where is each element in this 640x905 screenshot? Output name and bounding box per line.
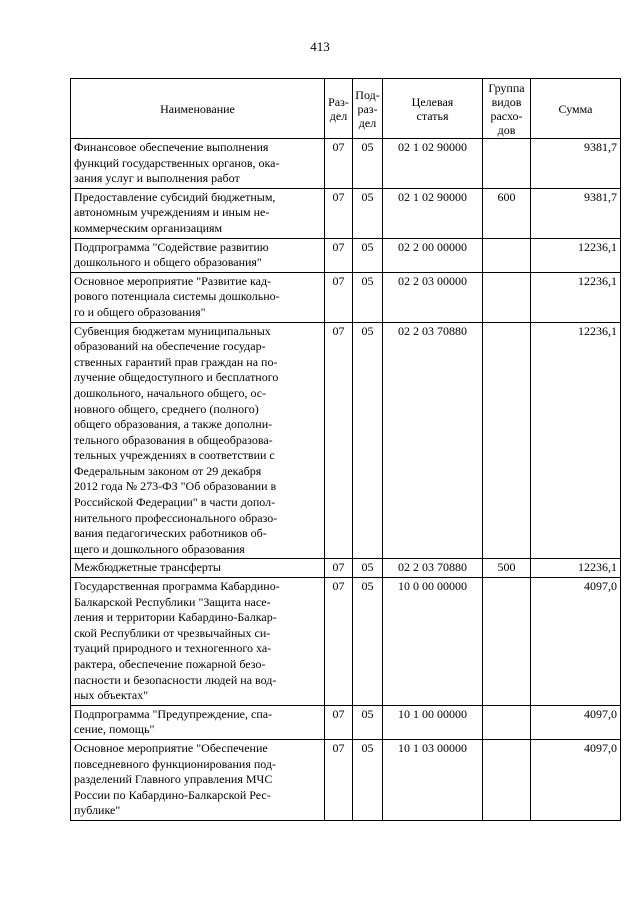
- cell-name: [71, 188, 325, 238]
- cell-name-line: повседневного функционирования под-: [74, 756, 277, 771]
- cell-name-line: вания педагогических работников об-: [74, 526, 267, 541]
- cell-razdel: 07: [325, 139, 353, 189]
- cell-razdel: 07: [325, 578, 353, 706]
- cell-expense-group: [483, 578, 531, 706]
- cell-name-line: публике": [74, 803, 121, 818]
- cell-razdel: 07: [325, 705, 353, 739]
- cell-expense-group: [483, 705, 531, 739]
- cell-name-line: дошкольного и общего образования": [74, 255, 262, 270]
- table-row: [71, 272, 621, 322]
- cell-target-article: 02 1 02 90000: [383, 188, 483, 238]
- cell-target-article: 02 1 02 90000: [383, 139, 483, 189]
- cell-name-line: новного общего, среднего (полного): [74, 401, 259, 416]
- cell-sum: 9381,7: [531, 188, 621, 238]
- table-header: [71, 79, 621, 139]
- cell-expense-group: [483, 272, 531, 322]
- cell-razdel: 07: [325, 272, 353, 322]
- cell-name-line: дошкольного, начального общего, ос-: [74, 385, 267, 400]
- cell-podrazdel: 05: [353, 322, 383, 559]
- cell-name: [71, 322, 325, 559]
- cell-name-line: Подпрограмма "Предупреждение, спа-: [74, 706, 273, 721]
- header-sum: Сумма: [531, 79, 621, 139]
- cell-expense-group: [483, 238, 531, 272]
- cell-name-line: России по Кабардино-Балкарской Рес-: [74, 787, 271, 802]
- cell-name: [71, 578, 325, 706]
- cell-razdel: 07: [325, 559, 353, 578]
- cell-name-line: Основное мероприятие "Развитие кад-: [74, 273, 272, 288]
- cell-name-line: Субвенция бюджетам муниципальных: [74, 323, 271, 338]
- cell-name: [71, 705, 325, 739]
- cell-podrazdel: 05: [353, 272, 383, 322]
- header-expense-group: Группа видов расхо- дов: [483, 79, 531, 139]
- cell-name-line: Государственная программа Кабардино-: [74, 579, 280, 594]
- cell-name-line: пасности и безопасности людей на вод-: [74, 672, 277, 687]
- cell-name-line: рактера, обеспечение пожарной безо-: [74, 657, 266, 671]
- table-row: [71, 188, 621, 238]
- cell-name: [71, 272, 325, 322]
- cell-name-line: функций государственных органов, ока-: [74, 155, 280, 170]
- cell-name-line: коммерческим организациям: [74, 220, 223, 235]
- cell-name-line: щего и дошкольного образования: [74, 541, 245, 556]
- cell-name-line: Предоставление субсидий бюджетным,: [74, 189, 276, 204]
- table-row: [71, 578, 621, 706]
- cell-name-line: Российской Федерации" в части допол-: [74, 495, 276, 510]
- cell-name-line: нительного профессионального образо-: [74, 510, 278, 525]
- cell-name-line: Финансовое обеспечение выполнения: [74, 140, 269, 154]
- cell-sum: 12236,1: [531, 272, 621, 322]
- cell-expense-group: 500: [483, 559, 531, 578]
- cell-name-line: Основное мероприятие "Обеспечение: [74, 740, 268, 755]
- cell-expense-group: [483, 139, 531, 189]
- table-row: [71, 559, 621, 578]
- cell-name-line: ской Республики от чрезвычайных си-: [74, 625, 271, 640]
- cell-name-line: автономным учреждениям и иным не-: [74, 205, 270, 220]
- cell-razdel: 07: [325, 188, 353, 238]
- cell-podrazdel: 05: [353, 578, 383, 706]
- header-podrazdel: Под- раз- дел: [353, 79, 383, 139]
- header-row: [71, 79, 621, 139]
- cell-podrazdel: 05: [353, 739, 383, 820]
- cell-name-line: разделений Главного управления МЧС: [74, 772, 273, 787]
- header-target-article: Целевая статья: [383, 79, 483, 139]
- cell-target-article: 02 2 03 70880: [383, 559, 483, 578]
- header-razdel: Раз- дел: [325, 79, 353, 139]
- cell-podrazdel: 05: [353, 188, 383, 238]
- cell-name: [71, 739, 325, 820]
- cell-target-article: 02 2 03 70880: [383, 322, 483, 559]
- cell-name-line: Балкарской Республики "Защита насе-: [74, 594, 271, 609]
- cell-name-line: рового потенциала системы дошкольно-: [74, 289, 280, 304]
- cell-sum: 4097,0: [531, 705, 621, 739]
- cell-target-article: 10 1 00 00000: [383, 705, 483, 739]
- cell-name-line: образований на обеспечение государ-: [74, 339, 266, 354]
- cell-sum: 12236,1: [531, 559, 621, 578]
- table-body: [71, 139, 621, 821]
- cell-expense-group: [483, 322, 531, 559]
- cell-expense-group: 600: [483, 188, 531, 238]
- cell-sum: 4097,0: [531, 578, 621, 706]
- cell-name-line: лучение общедоступного и бесплатного: [74, 370, 279, 385]
- cell-podrazdel: 05: [353, 238, 383, 272]
- cell-name: [71, 238, 325, 272]
- cell-sum: 12236,1: [531, 238, 621, 272]
- cell-podrazdel: 05: [353, 139, 383, 189]
- cell-name-line: ления и территории Кабардино-Балкар-: [74, 610, 277, 625]
- cell-name: [71, 559, 325, 578]
- cell-target-article: 02 2 00 00000: [383, 238, 483, 272]
- cell-name-line: Федеральным законом от 29 декабря: [74, 463, 262, 478]
- header-name: Наименование: [71, 79, 325, 139]
- cell-razdel: 07: [325, 739, 353, 820]
- page-number: 413: [310, 39, 330, 54]
- table-row: [71, 739, 621, 820]
- cell-target-article: 10 1 03 00000: [383, 739, 483, 820]
- cell-sum: 4097,0: [531, 739, 621, 820]
- table-row: [71, 238, 621, 272]
- cell-sum: 12236,1: [531, 322, 621, 559]
- table-row: [71, 139, 621, 189]
- cell-name-line: туаций природного и техногенного ха-: [74, 641, 272, 656]
- cell-sum: 9381,7: [531, 139, 621, 189]
- budget-table: [70, 78, 621, 821]
- cell-target-article: 02 2 03 00000: [383, 272, 483, 322]
- cell-name-line: общего образования, а также дополни-: [74, 417, 273, 432]
- table-row: [71, 705, 621, 739]
- cell-podrazdel: 05: [353, 705, 383, 739]
- cell-name-line: 2012 года № 273-ФЗ "Об образовании в: [74, 479, 277, 494]
- table-row: [71, 322, 621, 559]
- cell-name-line: ных объектах": [74, 688, 149, 703]
- cell-name: [71, 139, 325, 189]
- cell-expense-group: [483, 739, 531, 820]
- cell-name-line: го и общего образования": [74, 304, 206, 319]
- cell-name-line: сение, помощь": [74, 722, 155, 737]
- cell-target-article: 10 0 00 00000: [383, 578, 483, 706]
- cell-name-line: Подпрограмма "Содействие развитию: [74, 239, 269, 254]
- cell-name-line: Межбюджетные трансферты: [74, 560, 221, 575]
- cell-name-line: зания услуг и выполнения работ: [74, 171, 240, 186]
- cell-podrazdel: 05: [353, 559, 383, 578]
- cell-razdel: 07: [325, 322, 353, 559]
- cell-razdel: 07: [325, 238, 353, 272]
- cell-name-line: тельного образования в общеобразова-: [74, 432, 273, 447]
- cell-name-line: ственных гарантий прав граждан на по-: [74, 354, 278, 369]
- cell-name-line: тельных учреждениях в соответствии с: [74, 448, 275, 463]
